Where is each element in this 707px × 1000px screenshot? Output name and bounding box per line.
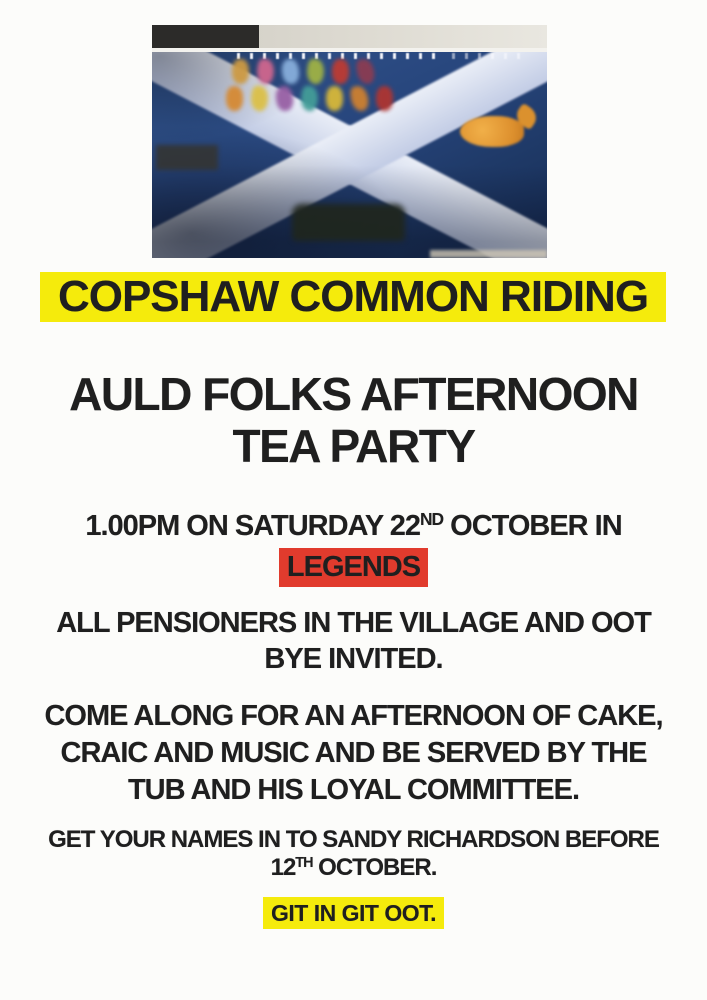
magnet-letter — [226, 86, 243, 111]
invitation-text — [0, 605, 707, 677]
datetime-text: 1.00PM ON SATURDAY 22 — [85, 510, 420, 542]
details-line: CRAIC AND MUSIC AND BE SERVED BY THE — [60, 737, 647, 769]
magnet-letters-row — [232, 59, 374, 84]
magnet-letter — [326, 86, 343, 111]
rsvp-date: 12 — [270, 854, 296, 881]
magnet-letter — [332, 59, 349, 84]
date-ordinal: ND — [419, 509, 444, 530]
magnet-letter — [350, 85, 370, 112]
magnet-letter — [281, 58, 301, 85]
magnet-letter — [376, 86, 393, 111]
magnet-letter — [232, 59, 249, 84]
flag-dark-patch — [292, 204, 405, 241]
event-title-banner: COPSHAW COMMON RIDING — [40, 272, 666, 322]
flag-dark-patch — [156, 145, 218, 170]
heading-line: AULD FOLKS AFTERNOON — [69, 368, 638, 420]
goldfish-image — [460, 116, 524, 147]
magnet-letter — [356, 58, 376, 85]
magnet-letter — [299, 85, 319, 112]
magnet-letter — [255, 58, 275, 85]
saltire-flag-photo — [152, 25, 547, 258]
event-datetime — [0, 508, 707, 587]
venue-highlight: LEGENDS — [279, 548, 428, 587]
event-details-text — [0, 698, 707, 809]
datetime-text: OCTOBER IN — [443, 510, 622, 542]
footer-slogan-row — [0, 897, 707, 929]
magnet-letters-row — [226, 86, 393, 111]
flag-edge-highlight — [430, 250, 547, 258]
event-heading — [0, 368, 707, 472]
photo-dark-object — [152, 25, 259, 48]
footer-slogan: GIT IN GIT OOT. — [263, 897, 444, 929]
photo-background-strip — [152, 25, 547, 48]
magnet-letter — [275, 85, 295, 112]
rsvp-line: GET YOUR NAMES IN TO SANDY RICHARDSON BEFORE — [48, 826, 659, 853]
heading-line: TEA PARTY — [232, 420, 475, 472]
date-ordinal: TH — [295, 855, 313, 872]
details-line: TUB AND HIS LOYAL COMMITTEE. — [127, 774, 580, 806]
saltire-flag — [152, 52, 547, 258]
venue-line — [0, 548, 707, 587]
rsvp-date: OCTOBER. — [312, 854, 437, 881]
magnet-letter — [305, 58, 325, 85]
rsvp-line — [0, 854, 707, 885]
details-line: COME ALONG FOR AN AFTERNOON OF CAKE, — [44, 700, 663, 732]
rsvp-text — [0, 826, 707, 885]
datetime-line — [0, 508, 707, 548]
invitation-line: ALL PENSIONERS IN THE VILLAGE AND OOT — [56, 607, 651, 639]
flag-top-specks — [452, 53, 522, 59]
invitation-line: BYE INVITED. — [264, 643, 443, 675]
magnet-letter — [249, 85, 269, 112]
